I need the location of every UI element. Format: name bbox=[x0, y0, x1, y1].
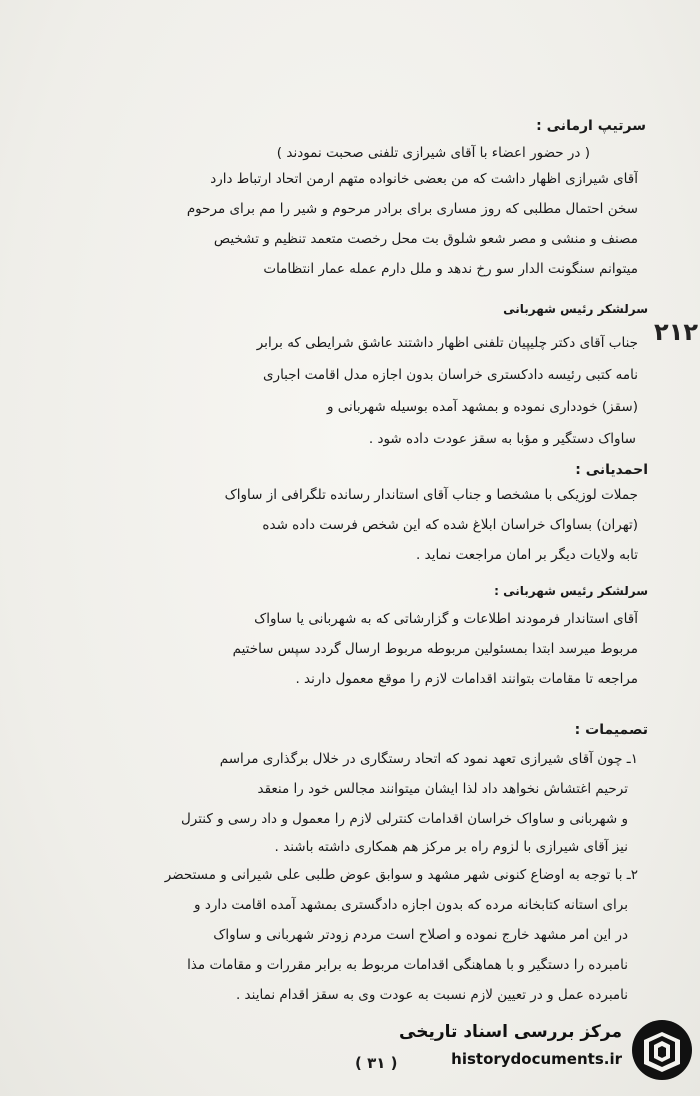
text-line: جناب آقای دکتر چلیپیان تلفنی اظهار داشتند عاشق شرایطی که برابر bbox=[256, 335, 638, 351]
text-line: برای استانه کتابخانه مرده که بدون اجازه دادگستری بمشهد آمده اقامت دارد و bbox=[194, 897, 628, 913]
text-line: (سقز) خودداری نموده و بمشهد آمده بوسیله شهربانی و bbox=[326, 399, 638, 415]
text-line: ترحیم اغتشاش نخواهد داد لذا ایشان میتوانند مجالس خود را منعقد bbox=[257, 781, 628, 797]
page-number: ( ۳۱ ) bbox=[355, 1054, 398, 1072]
text-line: و شهربانی و ساواک خراسان اقدامات کنترلی لازم را معمول و داد رسی و کنترل bbox=[180, 811, 628, 827]
section-heading: سرلشکر رئیس شهربانی bbox=[503, 302, 648, 316]
section-heading: سرتیپ ارمانی : bbox=[536, 118, 646, 134]
text-line: ۲ـ با توجه به اوضاع کنونی شهر مشهد و سوابق عوض طلبی علی شیرانی و مستحضر bbox=[164, 867, 638, 883]
text-line: سخن احتمال مطلبی که روز مساری برای برادر مرحوم و شیر را مم برای مرحوم bbox=[186, 201, 638, 217]
text-line: آقای استاندار فرمودند اطلاعات و گزارشاتی که به شهربانی یا ساواک bbox=[254, 611, 638, 627]
section-2 bbox=[60, 302, 648, 452]
section-decisions bbox=[60, 722, 648, 1008]
section-1 bbox=[60, 118, 646, 282]
watermark-url: historydocuments.ir bbox=[451, 1050, 622, 1068]
text-line: مراجعه تا مقامات بتوانند اقدامات لازم را موقع معمول دارند . bbox=[295, 671, 638, 687]
text-line: ۱ـ چون آقای شیرازی تعهد نمود که اتحاد رستگاری در خلال برگذاری مراسم bbox=[219, 751, 638, 767]
section-4 bbox=[60, 584, 648, 692]
text-line: مصنف و منشی و مصر شعو شلوق بت محل رخصت متعمد تنظیم و تشخیص bbox=[213, 231, 638, 247]
text-line: (تهران) بساواک خراسان ابلاغ شده که این شخص فرست داده شده bbox=[262, 517, 638, 533]
section-heading: تصمیمات : bbox=[574, 722, 648, 738]
text-line: در این امر مشهد خارج نموده و اصلاح است مردم زودتر شهربانی و ساواک bbox=[213, 927, 628, 943]
text-line: ساواک دستگیر و مؤبا به سقز عودت داده شود . bbox=[368, 431, 636, 447]
section-heading: سرلشکر رئیس شهربانی : bbox=[494, 584, 648, 598]
section-heading: احمدیانی : bbox=[575, 462, 648, 478]
text-line: نامبرده عمل و در تعیین لازم نسبت به عودت وی به سقز اقدام نمایند . bbox=[235, 987, 628, 1003]
margin-page-number: ۲۱۲ bbox=[654, 318, 698, 346]
text-line: نامه کتبی رئیسه دادکستری خراسان بدون اجازه مدل اقامت اجباری bbox=[262, 367, 638, 383]
text-line: تابه ولایات دیگر بر امان مراجعت نماید . bbox=[416, 547, 638, 563]
section-3 bbox=[60, 462, 648, 568]
archive-logo-icon bbox=[630, 1018, 694, 1082]
text-line: میتوانم سنگونت الدار سو رخ ندهد و ملل دارم عمله عمار انتظامات bbox=[263, 261, 638, 277]
text-line: نامبرده را دستگیر و با هماهنگی اقدامات مربوط به برابر مقررات و مقامات مذا bbox=[187, 957, 628, 973]
text-line: نیز آقای شیرازی با لزوم راه بر مرکز هم همکاری داشته باشند . bbox=[274, 839, 628, 855]
text-line: آقای شیرازی اظهار داشت که من بعضی خانواده متهم ارمن اتحاد ارتباط دارد bbox=[210, 171, 638, 187]
text-line: مربوط میرسد ابتدا بمسئولین مربوطه مربوط ارسال گردد سپس ساختیم bbox=[232, 641, 638, 657]
text-line: جملات لوزیکی با مشخصا و جناب آقای استاندار رسانده تلگرافی از ساواک bbox=[224, 487, 638, 503]
text-line: ( در حضور اعضاء با آقای شیرازی تلفنی صحبت نمودند ) bbox=[276, 145, 590, 161]
watermark bbox=[399, 1016, 694, 1086]
watermark-title: مرکز بررسی اسناد تاریخی bbox=[399, 1022, 622, 1042]
